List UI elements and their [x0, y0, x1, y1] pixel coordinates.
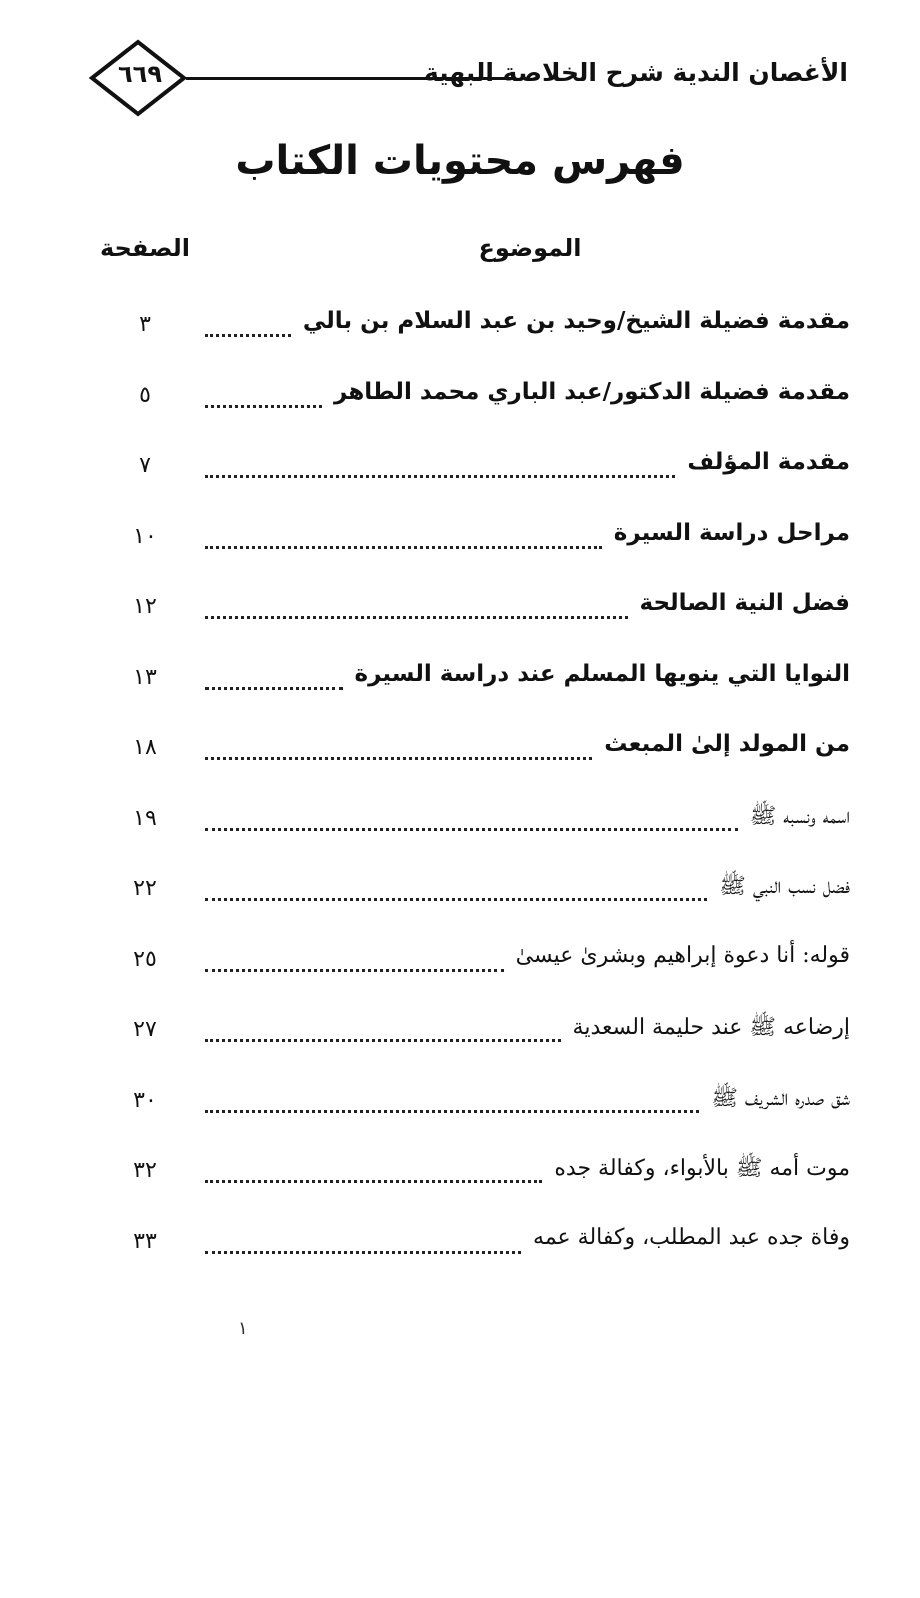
toc-entry-label: مقدمة فضيلة الدكتور/عبد الباري محمد الطاهر — [328, 379, 850, 405]
toc-entry-label: إرضاعه ﷺ عند حليمة السعدية — [567, 1013, 850, 1045]
toc-entry — [100, 518, 850, 564]
toc-entry-label: اسمه ونسبه ﷺ — [744, 802, 850, 834]
toc-entry-page: ٢٢ — [133, 876, 157, 901]
toc-entry-label: مقدمة المؤلف — [681, 449, 850, 475]
page-number: ٦٦٩ — [118, 60, 162, 88]
dot-leader — [205, 1176, 542, 1183]
toc-entry-label: فضل نسب النبي ﷺ — [713, 872, 850, 904]
toc-entry-page: ٧ — [139, 453, 151, 478]
toc-entry — [100, 729, 850, 775]
toc-title: فهرس محتويات الكتاب — [235, 138, 685, 184]
toc-entry-label: فضل النية الصالحة — [634, 590, 851, 616]
dot-leader — [205, 612, 628, 619]
column-heading-subject: الموضوع — [478, 234, 582, 262]
toc-entry-page: ١٢ — [133, 594, 157, 619]
toc-entry-label: مقدمة فضيلة الشيخ/وحيد بن عبد السلام بن بالي — [297, 308, 850, 334]
toc-entry-page: ٢٥ — [133, 947, 157, 972]
toc-entry — [100, 1152, 850, 1198]
dot-leader — [205, 542, 602, 549]
toc-entry-page: ١٠ — [133, 524, 157, 549]
toc-entry — [100, 1082, 850, 1128]
toc-entry — [100, 1011, 850, 1057]
toc-entry — [100, 659, 850, 705]
toc-entry-page: ٣٠ — [133, 1088, 157, 1113]
toc-entry-page: ٣ — [139, 312, 151, 337]
dot-leader — [205, 965, 504, 972]
dot-leader — [205, 824, 738, 831]
column-heading-page: الصفحة — [99, 234, 190, 262]
running-title: الأغصان الندية شرح الخلاصة البهية — [423, 58, 848, 87]
toc-entry-page: ٣٣ — [133, 1229, 157, 1254]
toc-entry — [100, 377, 850, 423]
dot-leader — [205, 1035, 561, 1042]
toc-entry-page: ١٨ — [133, 735, 157, 760]
dot-leader — [205, 753, 592, 760]
dot-leader — [205, 1247, 521, 1254]
toc-entry-label: وفاة جده عبد المطلب، وكفالة عمه — [527, 1225, 850, 1250]
toc-entry — [100, 447, 850, 493]
dot-leader — [205, 330, 291, 337]
toc-entry-label: مراحل دراسة السيرة — [608, 520, 850, 546]
toc-entry-label: موت أمه ﷺ بالأبواء، وكفالة جده — [548, 1154, 850, 1186]
dot-leader — [205, 683, 343, 690]
toc-entry — [100, 1223, 850, 1269]
toc-entry-label: قوله: أنا دعوة إبراهيم وبشرىٰ عيسىٰ — [510, 943, 850, 968]
toc-entry — [100, 306, 850, 352]
dot-leader — [205, 401, 322, 408]
toc-entry-page: ١٩ — [133, 806, 157, 831]
toc-entry — [100, 800, 850, 846]
toc-entry — [100, 588, 850, 634]
dot-leader — [205, 471, 675, 478]
toc-entry-page: ٣٢ — [133, 1158, 157, 1183]
toc-entry-page: ١٣ — [133, 665, 157, 690]
toc-entry-label: النوايا التي ينويها المسلم عند دراسة السيرة — [349, 661, 850, 687]
toc-entry-label: شق صدره الشريف ﷺ — [705, 1084, 850, 1116]
toc-entry-page: ٥ — [139, 383, 151, 408]
toc-entry-label: من المولد إلىٰ المبعث — [598, 731, 850, 757]
toc-entry-page: ٢٧ — [133, 1017, 157, 1042]
stray-mark: ١ — [238, 1318, 248, 1339]
toc-entry — [100, 870, 850, 916]
dot-leader — [205, 894, 707, 901]
toc-entry — [100, 941, 850, 987]
dot-leader — [205, 1106, 699, 1113]
